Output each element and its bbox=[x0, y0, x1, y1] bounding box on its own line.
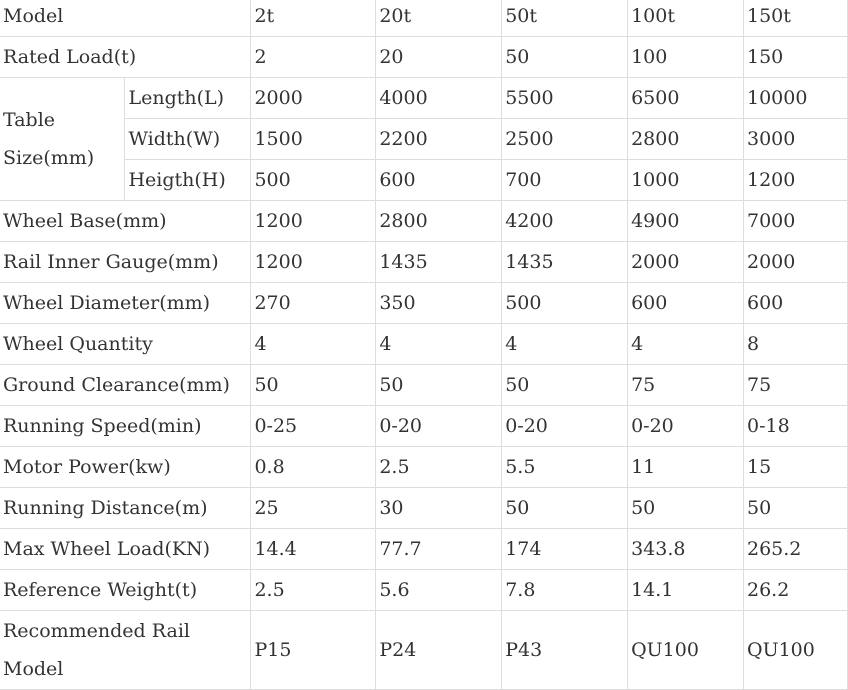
value-cell: 2000 bbox=[744, 242, 848, 283]
value-cell: 5.6 bbox=[376, 570, 502, 611]
table-row bbox=[0, 324, 848, 365]
value-cell: 270 bbox=[251, 283, 376, 324]
value-cell: 2800 bbox=[628, 119, 744, 160]
row-label: Rated Load(t) bbox=[0, 37, 251, 78]
value-cell: 75 bbox=[628, 365, 744, 406]
value-cell: 0-20 bbox=[628, 406, 744, 447]
table-row bbox=[0, 283, 848, 324]
value-cell: 1200 bbox=[251, 201, 376, 242]
table-row bbox=[0, 201, 848, 242]
value-cell: 4 bbox=[376, 324, 502, 365]
row-label: Wheel Diameter(mm) bbox=[0, 283, 251, 324]
value-cell: 11 bbox=[628, 447, 744, 488]
value-cell: 2.5 bbox=[251, 570, 376, 611]
row-label: Reference Weight(t) bbox=[0, 570, 251, 611]
value-cell: 2800 bbox=[376, 201, 502, 242]
value-cell: 50 bbox=[502, 488, 628, 529]
value-cell: 25 bbox=[251, 488, 376, 529]
value-cell: 100 bbox=[628, 37, 744, 78]
value-cell: 4200 bbox=[502, 201, 628, 242]
row-label: Recommended Rail Model bbox=[0, 611, 251, 690]
model-cell: 2t bbox=[251, 0, 376, 37]
value-cell: 75 bbox=[744, 365, 848, 406]
value-cell: 26.2 bbox=[744, 570, 848, 611]
value-cell: 0.8 bbox=[251, 447, 376, 488]
value-cell: 1200 bbox=[251, 242, 376, 283]
value-cell: 4900 bbox=[628, 201, 744, 242]
value-cell: 7000 bbox=[744, 201, 848, 242]
table-row bbox=[0, 447, 848, 488]
value-cell: 5.5 bbox=[502, 447, 628, 488]
value-cell: 1435 bbox=[502, 242, 628, 283]
value-cell: 2.5 bbox=[376, 447, 502, 488]
value-cell: 0-20 bbox=[502, 406, 628, 447]
value-cell: 1000 bbox=[628, 160, 744, 201]
table-row bbox=[0, 242, 848, 283]
value-cell: 50 bbox=[628, 488, 744, 529]
value-cell: 700 bbox=[502, 160, 628, 201]
value-cell: 0-18 bbox=[744, 406, 848, 447]
value-cell: 50 bbox=[502, 37, 628, 78]
value-cell: 4 bbox=[628, 324, 744, 365]
value-cell: QU100 bbox=[628, 611, 744, 690]
table-row-width bbox=[0, 119, 848, 160]
value-cell: 6500 bbox=[628, 78, 744, 119]
row-label: Ground Clearance(mm) bbox=[0, 365, 251, 406]
value-cell: 4 bbox=[502, 324, 628, 365]
model-cell: 100t bbox=[628, 0, 744, 37]
value-cell: 10000 bbox=[744, 78, 848, 119]
value-cell: 4 bbox=[251, 324, 376, 365]
value-cell: 600 bbox=[744, 283, 848, 324]
value-cell: P43 bbox=[502, 611, 628, 690]
value-cell: 14.1 bbox=[628, 570, 744, 611]
value-cell: 50 bbox=[502, 365, 628, 406]
value-cell: 2 bbox=[251, 37, 376, 78]
value-cell: 500 bbox=[502, 283, 628, 324]
value-cell: 2000 bbox=[628, 242, 744, 283]
value-cell: 0-25 bbox=[251, 406, 376, 447]
value-cell: 8 bbox=[744, 324, 848, 365]
value-cell: 50 bbox=[251, 365, 376, 406]
row-label: Motor Power(kw) bbox=[0, 447, 251, 488]
value-cell: 4000 bbox=[376, 78, 502, 119]
table-row-height bbox=[0, 160, 848, 201]
model-cell: 50t bbox=[502, 0, 628, 37]
sub-label: Heigth(H) bbox=[125, 160, 251, 201]
table-row bbox=[0, 570, 848, 611]
value-cell: QU100 bbox=[744, 611, 848, 690]
row-label: Max Wheel Load(KN) bbox=[0, 529, 251, 570]
row-label: Running Distance(m) bbox=[0, 488, 251, 529]
value-cell: 2200 bbox=[376, 119, 502, 160]
table-row bbox=[0, 529, 848, 570]
value-cell: 265.2 bbox=[744, 529, 848, 570]
value-cell: P15 bbox=[251, 611, 376, 690]
value-cell: 50 bbox=[744, 488, 848, 529]
model-cell: 20t bbox=[376, 0, 502, 37]
value-cell: 30 bbox=[376, 488, 502, 529]
value-cell: 1435 bbox=[376, 242, 502, 283]
value-cell: 77.7 bbox=[376, 529, 502, 570]
spec-table-body bbox=[0, 0, 848, 201]
value-cell: 1200 bbox=[744, 160, 848, 201]
model-cell: 150t bbox=[744, 0, 848, 37]
value-cell: 20 bbox=[376, 37, 502, 78]
value-cell: 0-20 bbox=[376, 406, 502, 447]
value-cell: 2000 bbox=[251, 78, 376, 119]
value-cell: 1500 bbox=[251, 119, 376, 160]
sub-label: Length(L) bbox=[125, 78, 251, 119]
table-row-rated-load bbox=[0, 37, 848, 78]
row-label: Wheel Quantity bbox=[0, 324, 251, 365]
value-cell: 15 bbox=[744, 447, 848, 488]
spec-rows bbox=[0, 201, 848, 611]
value-cell: 7.8 bbox=[502, 570, 628, 611]
value-cell: 5500 bbox=[502, 78, 628, 119]
table-size-label: Table Size(mm) bbox=[0, 78, 125, 201]
value-cell: 150 bbox=[744, 37, 848, 78]
value-cell: 174 bbox=[502, 529, 628, 570]
value-cell: 600 bbox=[628, 283, 744, 324]
row-label: Running Speed(min) bbox=[0, 406, 251, 447]
table-row bbox=[0, 406, 848, 447]
table-row bbox=[0, 488, 848, 529]
value-cell: P24 bbox=[376, 611, 502, 690]
table-row-model bbox=[0, 0, 848, 37]
value-cell: 600 bbox=[376, 160, 502, 201]
value-cell: 50 bbox=[376, 365, 502, 406]
value-cell: 343.8 bbox=[628, 529, 744, 570]
row-label: Model bbox=[0, 0, 251, 37]
value-cell: 2500 bbox=[502, 119, 628, 160]
row-label: Rail Inner Gauge(mm) bbox=[0, 242, 251, 283]
table-row-length bbox=[0, 78, 848, 119]
row-label: Wheel Base(mm) bbox=[0, 201, 251, 242]
value-cell: 3000 bbox=[744, 119, 848, 160]
value-cell: 500 bbox=[251, 160, 376, 201]
value-cell: 350 bbox=[376, 283, 502, 324]
sub-label: Width(W) bbox=[125, 119, 251, 160]
table-row bbox=[0, 365, 848, 406]
value-cell: 14.4 bbox=[251, 529, 376, 570]
